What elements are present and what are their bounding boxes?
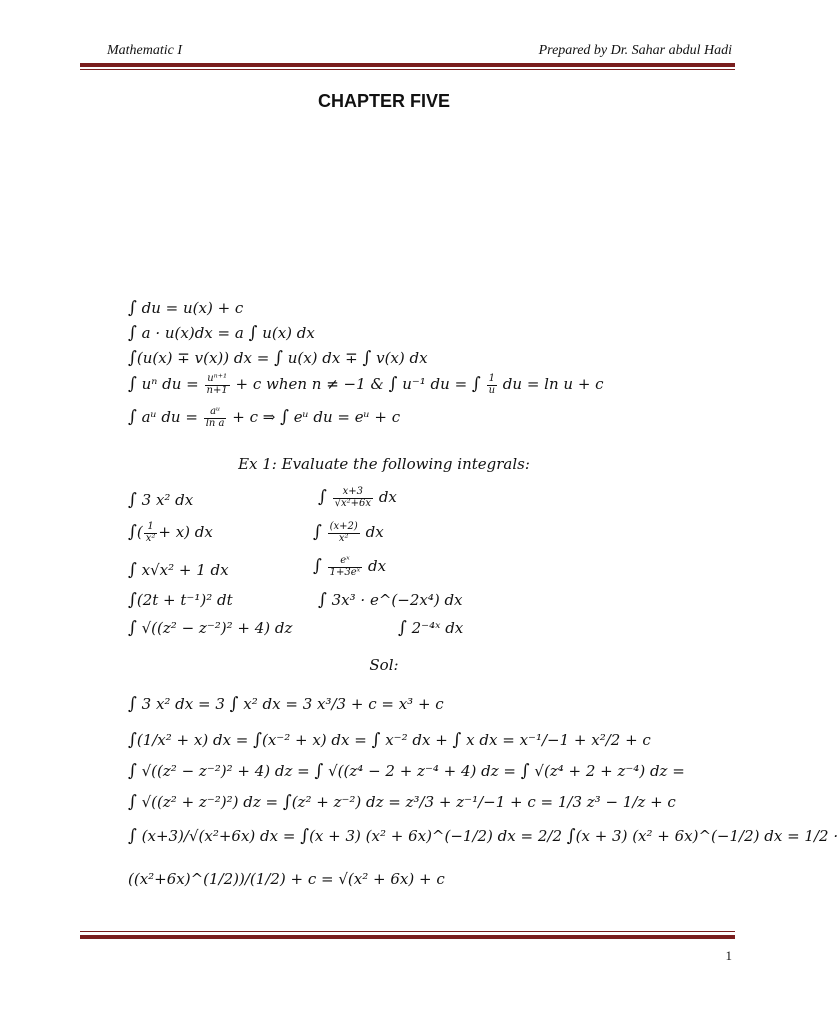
numerator: eˣ	[328, 556, 363, 568]
integral-sign: ∫	[318, 487, 327, 507]
fraction	[204, 407, 227, 429]
solution-2: ∫(1/x² + x) dx = ∫(x⁻² + x) dx = ∫ x⁻² dx + ∫ x dx = x⁻¹/−1 + x²/2 + c	[128, 730, 651, 750]
denominator: 1+3eˣ	[329, 566, 361, 578]
integrand-rest: + x) dx	[158, 523, 213, 541]
integral-sign: ∫	[313, 522, 322, 542]
solution-label: Sol:	[369, 656, 399, 674]
numerator: x+3	[333, 487, 373, 499]
numerator: 1	[144, 522, 158, 534]
formula-5	[128, 407, 400, 429]
problem-9: ∫ √((z² − z⁻²)² + 4) dz	[128, 618, 293, 638]
formula-1: ∫ du = u(x) + c	[128, 298, 244, 318]
fraction	[328, 522, 360, 544]
formula-4-rhs: du = ln u + c	[502, 375, 604, 393]
header-rule-thick	[80, 63, 735, 67]
fraction	[333, 487, 373, 509]
solution-5: ∫ (x+3)/√(x²+6x) dx = ∫(x + 3) (x² + 6x)^(−1/2) dx = 2/2 ∫(x + 3) (x² + 6x)^(−1/2) dx = 1/2 ·	[128, 826, 838, 846]
differential: dx	[368, 557, 387, 575]
problem-7: ∫(2t + t⁻¹)² dt	[128, 590, 233, 610]
problem-4	[313, 522, 384, 544]
formula-4-lhs: ∫ uⁿ du =	[128, 374, 199, 394]
differential: dx	[365, 523, 384, 541]
problem-2	[318, 487, 397, 509]
footer-rule-thin	[80, 931, 735, 932]
formula-3: ∫(u(x) ∓ v(x)) dx = ∫ u(x) dx ∓ ∫ v(x) dx	[128, 348, 428, 368]
denominator: u	[488, 384, 496, 396]
numerator: (x+2)	[329, 521, 358, 532]
fraction	[205, 374, 230, 396]
solution-1: ∫ 3 x² dx = 3 ∫ x² dx = 3 x³/3 + c = x³ + c	[128, 694, 444, 714]
numerator: aᵘ	[204, 407, 227, 419]
example-heading: Ex 1: Evaluate the following integrals:	[238, 455, 530, 473]
problem-1: ∫ 3 x² dx	[128, 490, 194, 510]
problem-3	[128, 522, 213, 544]
header-subject: Mathematic I	[107, 43, 183, 58]
denominator: ln a	[205, 417, 225, 429]
numerator: 1	[487, 374, 497, 386]
problem-6	[313, 556, 386, 578]
denominator: x²	[145, 532, 156, 544]
integral-sign: ∫(	[128, 522, 143, 542]
formula-4	[128, 374, 604, 396]
header-author: Prepared by Dr. Sahar abdul Hadi	[538, 43, 732, 58]
numerator: uⁿ⁺¹	[205, 374, 230, 386]
problem-8: ∫ 3x³ · e^(−2x⁴) dx	[318, 590, 463, 610]
chapter-title: CHAPTER FIVE	[317, 91, 450, 111]
formula-5-lhs: ∫ aᵘ du =	[128, 407, 198, 427]
formula-5-rhs: + c ⇒ ∫ eᵘ du = eᵘ + c	[232, 407, 401, 427]
formula-4-mid: + c when n ≠ −1 & ∫ u⁻¹ du = ∫	[235, 374, 481, 394]
solution-3: ∫ √((z² − z⁻²)² + 4) dz = ∫ √((z⁴ − 2 + z⁻⁴ + 4) dz = ∫ √(z⁴ + 2 + z⁻⁴) dz =	[128, 761, 685, 781]
footer-rule-thick	[80, 935, 735, 939]
integral-sign: ∫	[313, 556, 322, 576]
denominator: x²	[338, 532, 349, 544]
problem-10: ∫ 2⁻⁴ˣ dx	[398, 618, 464, 638]
formula-2: ∫ a · u(x)dx = a ∫ u(x) dx	[128, 323, 315, 343]
denominator: n+1	[206, 384, 228, 396]
problem-5: ∫ x√x² + 1 dx	[128, 560, 229, 580]
differential: dx	[378, 488, 397, 506]
page-number: 1	[725, 948, 732, 963]
denominator: √x²+6x	[334, 497, 372, 509]
header-rule-thin	[80, 69, 735, 70]
solution-4: ∫ √((z² + z⁻²)²) dz = ∫(z² + z⁻²) dz = z³/3 + z⁻¹/−1 + c = 1/3 z³ − 1/z + c	[128, 792, 676, 812]
fraction	[144, 522, 158, 544]
fraction	[328, 556, 363, 578]
solution-6: ((x²+6x)^(1/2))/(1/2) + c = √(x² + 6x) + c	[128, 870, 445, 888]
fraction	[487, 374, 497, 396]
